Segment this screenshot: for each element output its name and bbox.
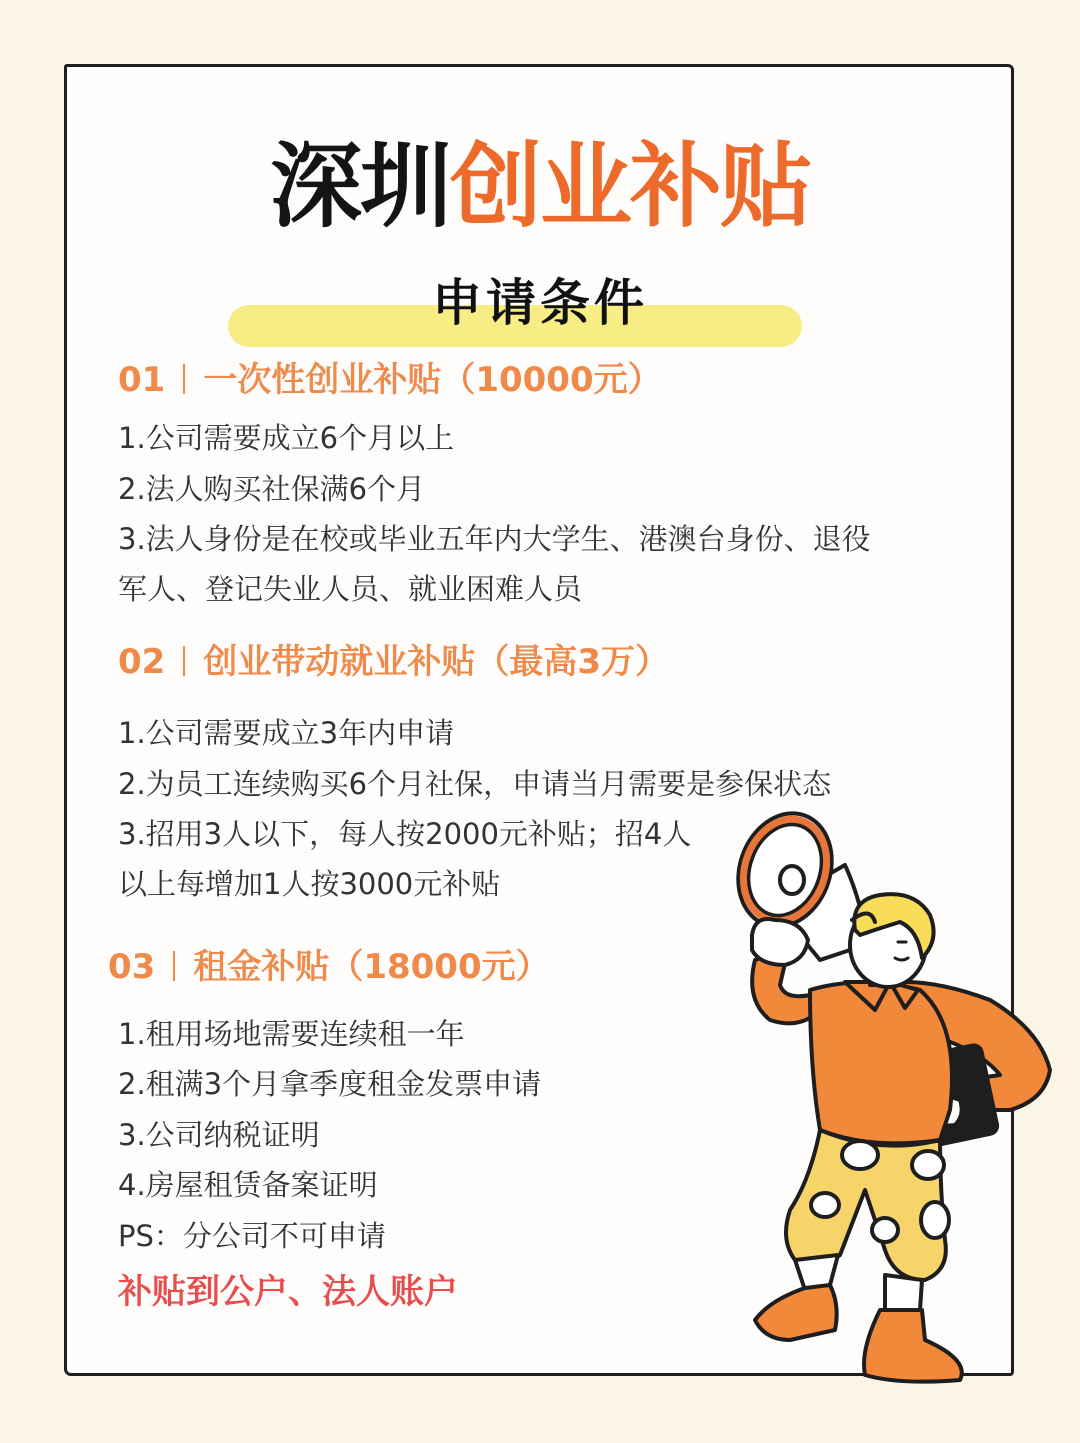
section-1-line-2: 2.法人购买社保满6个月 [118, 472, 426, 506]
section-1-line-3: 3.法人身份是在校或毕业五年内大学生、港澳台身份、退役 [118, 522, 871, 556]
section-3-line-4: 4.房屋租赁备案证明 [118, 1168, 378, 1202]
section-3-line-3: 3.公司纳税证明 [118, 1118, 320, 1152]
section-1-divider [183, 364, 185, 394]
section-1-line-1: 1.公司需要成立6个月以上 [118, 421, 455, 455]
section-3-divider [173, 951, 175, 981]
title-part-2: 创业补贴 [450, 133, 811, 240]
section-2-heading [118, 640, 669, 684]
section-2-title: 创业带动就业补贴（最高3万） [203, 642, 669, 682]
section-3-heading [108, 945, 550, 989]
section-2-line-1: 1.公司需要成立3年内申请 [118, 716, 455, 750]
section-2-divider [183, 646, 185, 676]
title-part-1: 深圳 [269, 133, 450, 240]
section-1-line-4: 军人、登记失业人员、就业困难人员 [118, 572, 583, 606]
section-2-line-3: 3.招用3人以下，每人按2000元补贴；招4人 [118, 817, 692, 851]
section-3-line-5: PS：分公司不可申请 [118, 1219, 386, 1253]
page-subtitle: 申请条件 [432, 274, 648, 332]
section-1-title: 一次性创业补贴（10000元） [203, 360, 662, 400]
page-title [0, 132, 1080, 242]
section-2-line-4: 以上每增加1人按3000元补贴 [118, 867, 501, 901]
section-3-number: 03 [108, 947, 156, 987]
section-3-line-2: 2.租满3个月拿季度租金发票申请 [118, 1067, 542, 1101]
section-1-number: 01 [118, 360, 166, 400]
payment-note: 补贴到公户、法人账户 [118, 1272, 458, 1312]
section-3-line-1: 1.租用场地需要连续租一年 [118, 1017, 465, 1051]
section-2-line-2: 2.为员工连续购买6个月社保，申请当月需要是参保状态 [118, 767, 832, 801]
section-1-heading [118, 358, 662, 402]
section-2-number: 02 [118, 642, 166, 682]
section-3-title: 租金补贴（18000元） [193, 947, 550, 987]
megaphone-person-illustration [660, 810, 1070, 1420]
